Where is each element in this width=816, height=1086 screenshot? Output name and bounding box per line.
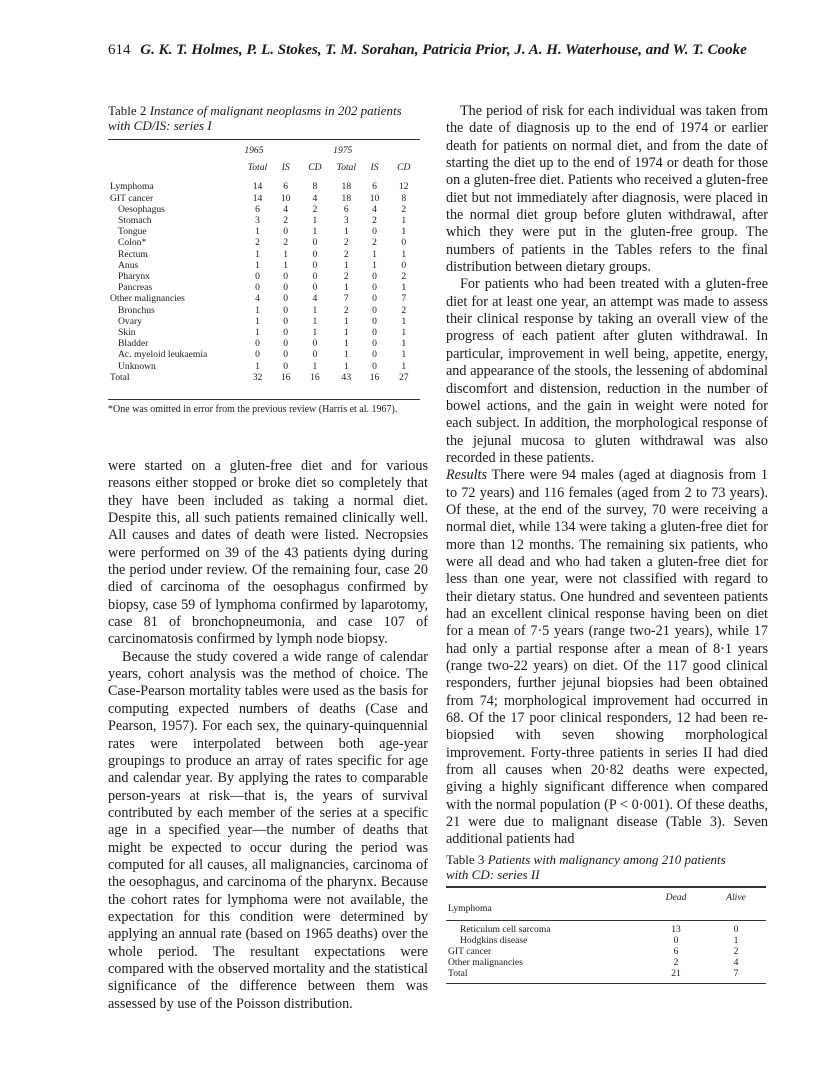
table-cell: 1 <box>401 327 407 339</box>
paragraph: Because the study covered a wide range of calendar years, cohort analysis was the method of choice. The Case-Pearson mortality tables were used as the basis for computing expected numbers of deaths (Case and Pearson, 1957). For each sex, the quinary-quinquennial rates were interpolated between both age-year groupings to produce an array of rates specific for age and calendar year. By applying the rates to comparable person-years at risk—that is, the years of survival contributed by each member of the series at a specific age in a specified year—the number of deaths that might be expected to occur during the period was computed for all causes, all malignancies, carcinoma of the oesophagus, and carcinoma of the pharynx. Because the cohort rates for lymphoma were not available, the expectation for this condition were determined by applying an annual rate (based on 1965 deaths) over the whole period. The resultant expectations were compared with the observed mortality and the statistical significance of the difference between them was assessed by use of the Poisson distribution. <box>108 648 428 1012</box>
table-cell: 7 <box>401 293 407 305</box>
table-cell: 2 <box>255 237 260 249</box>
table-cell: 1 <box>343 327 349 339</box>
paragraph: There were 94 males (aged at diagnosis from 1 to 72 years) and 116 females (aged from 2 to 73 years). Of these, at the end of the survey, 70 were receiving a normal diet, while 134 were taking a gluten-free diet for more than 12 months. The remaining six patients, who were all dead and who had taken a gluten-free diet for less than one year, were not classified with regard to their dietary status. One hundred and seventeen patients had an excellent clinical response having been on diet for a mean of 7·5 years (range two-21 years), while 17 had only a partial response after a mean of 8·1 years (range two-22 years) on diet. Of the 117 good clinical responders, further jejunal biopsies had been obtained from 74; morphological improvement had occurred in 68. Of the 17 poor clinical responders, 12 had been re-biopsied with seven showing morphological improvement. Forty-three patients in series II had died from all causes when 20·82 deaths were expected, giving a highly significant difference when compared with the normal population (P < 0·001). Of these deaths, 21 were due to malignant disease (Table 3). Seven additional patients had <box>446 467 768 848</box>
table-cell: 1 <box>255 327 260 339</box>
table-cell: 2 <box>283 237 289 249</box>
table-cell: 0 <box>283 304 289 316</box>
table-cell: 0 <box>312 259 318 271</box>
author-list: G. K. T. Holmes, P. L. Stokes, T. M. Sorahan, Patricia Prior, J. A. H. Waterhouse, and W. T. Cooke <box>140 42 747 58</box>
row-label: Other malignancies <box>448 957 523 968</box>
table-cell: 4 <box>312 192 318 204</box>
table2-footnote: *One was omitted in error from the previous review (Harris et al. 1967). <box>108 404 398 415</box>
table-row <box>446 957 766 968</box>
row-label: Stomach <box>118 215 152 227</box>
table-cell: 0 <box>372 282 377 294</box>
table-cell: 0 <box>283 315 289 327</box>
table-cell: 2 <box>343 271 349 283</box>
table-cell-dead: 13 <box>671 924 681 935</box>
row-label: Ac. myeloid leukaemia <box>118 349 208 361</box>
table-cell-alive: 0 <box>733 924 739 935</box>
table-cell: 7 <box>343 293 349 305</box>
row-label: Anus <box>118 259 139 271</box>
row-label: Unknown <box>118 360 156 372</box>
table3-mid-rule <box>446 920 766 921</box>
table-cell: 0 <box>283 293 289 305</box>
table-cell-dead: 0 <box>673 935 679 946</box>
table-cell: 1 <box>401 349 407 361</box>
table-cell: 0 <box>372 226 377 238</box>
table-cell: 0 <box>401 237 407 249</box>
table-cell: 0 <box>283 226 289 238</box>
table-cell: 1 <box>312 226 318 238</box>
table-cell: 0 <box>401 259 407 271</box>
row-label: Lymphoma <box>110 181 154 193</box>
table-row <box>446 968 766 979</box>
table-cell: 4 <box>255 293 260 305</box>
table-row <box>108 338 420 349</box>
table-cell: 1 <box>401 360 407 372</box>
section-heading-results: Results <box>446 467 487 484</box>
table-row <box>108 204 420 215</box>
table2-title: Instance of malignant neoplasms in 202 patients with CD/IS: series I <box>108 103 402 133</box>
table-cell: 2 <box>343 248 349 260</box>
table-cell: 1 <box>401 248 407 260</box>
row-label: Hodgkins disease <box>460 935 528 946</box>
row-label: Colon* <box>118 237 147 249</box>
running-header <box>108 42 768 59</box>
row-label: GIT cancer <box>110 192 154 204</box>
table-cell: 0 <box>312 248 318 260</box>
row-label: Other malignancies <box>110 293 185 305</box>
col-header: Total <box>336 162 357 174</box>
row-label: Bronchus <box>118 304 155 316</box>
table-cell: 14 <box>252 192 263 204</box>
row-label: Reticulum cell sarcoma <box>460 924 551 935</box>
table-cell: 1 <box>372 248 377 260</box>
table-row <box>108 305 420 316</box>
table-cell: 2 <box>312 203 318 215</box>
table-cell: 0 <box>372 271 377 283</box>
table-cell: 0 <box>372 349 377 361</box>
row-label: Bladder <box>118 338 149 350</box>
col-header: IS <box>281 162 290 174</box>
table-cell-dead: 6 <box>673 946 679 957</box>
table-cell: 12 <box>398 181 409 193</box>
table-cell: 1 <box>372 259 377 271</box>
year-1965-header: 1965 <box>244 145 264 156</box>
table-cell: 8 <box>401 192 407 204</box>
table-cell: 4 <box>312 293 318 305</box>
table-cell: 1 <box>255 315 260 327</box>
row-label: Skin <box>118 327 136 339</box>
table-cell: 0 <box>312 349 318 361</box>
table-cell: 0 <box>255 271 260 283</box>
table-cell: 1 <box>343 226 349 238</box>
table-cell: 1 <box>343 349 349 361</box>
row-label: Total <box>110 371 130 383</box>
table-cell: 0 <box>372 338 377 350</box>
paragraph: were started on a gluten-free diet and for various reasons either stopped or broke diet so completely that they have been included as taking a normal diet. Despite this, all such patients remained clinically well. All causes and dates of death were listed. Necropsies were performed on 39 of the 43 patients dying during the period under review. Of the remaining four, case 20 died of carcinoma of the oesophagus confirmed by biopsy, case 59 of lymphoma confirmed by laparotomy, case 81 of bronchopneumonia, and case 107 of carcinomatosis confirmed by lymph node biopsy. <box>108 458 428 648</box>
table-cell: 2 <box>401 271 407 283</box>
table-row <box>108 372 420 383</box>
table3-label: Table 3 <box>446 852 485 867</box>
table-cell: 0 <box>312 237 318 249</box>
table-cell: 0 <box>255 282 260 294</box>
table-cell: 1 <box>312 327 318 339</box>
table-cell: 1 <box>312 315 318 327</box>
right-column <box>446 103 768 849</box>
table-cell: 0 <box>372 304 377 316</box>
table-cell-alive: 7 <box>733 968 739 979</box>
table-cell: 1 <box>283 248 289 260</box>
table-row <box>108 193 420 204</box>
table-cell: 1 <box>401 338 407 350</box>
table-cell: 0 <box>283 282 289 294</box>
row-label: Rectum <box>118 248 148 260</box>
table-cell: 1 <box>255 360 260 372</box>
page-number: 614 <box>108 42 131 58</box>
table-cell: 2 <box>343 237 349 249</box>
table-cell: 0 <box>312 271 318 283</box>
table-cell: 0 <box>283 327 289 339</box>
table-row <box>108 249 420 260</box>
table-cell-alive: 1 <box>733 935 739 946</box>
table-cell: 10 <box>280 192 291 204</box>
col-header: Total <box>247 162 268 174</box>
table-cell: 1 <box>283 259 289 271</box>
table-cell: 1 <box>255 226 260 238</box>
table-row <box>108 260 420 271</box>
table-cell: 3 <box>255 215 260 227</box>
table-row <box>108 293 420 304</box>
table-cell: 2 <box>343 304 349 316</box>
table-cell: 8 <box>312 181 318 193</box>
table-cell: 18 <box>341 181 352 193</box>
table-row <box>108 226 420 237</box>
table-cell: 1 <box>401 226 407 238</box>
table-row <box>108 215 420 226</box>
row-label: Oesophagus <box>118 203 165 215</box>
table-row <box>446 946 766 957</box>
year-1975-header: 1975 <box>333 145 353 156</box>
table-cell: 1 <box>343 360 349 372</box>
group-label-lymphoma: Lymphoma <box>448 903 492 914</box>
table-row <box>108 282 420 293</box>
table-cell: 2 <box>283 215 289 227</box>
table-cell: 1 <box>343 282 349 294</box>
table-row <box>108 361 420 372</box>
table3-title: Patients with malignancy among 210 patients with CD: series II <box>446 852 726 882</box>
table-cell: 10 <box>369 192 380 204</box>
table-cell: 0 <box>312 282 318 294</box>
table-cell-dead: 2 <box>673 957 679 968</box>
table-cell: 1 <box>343 315 349 327</box>
table2-caption <box>108 103 408 133</box>
table-cell: 3 <box>343 215 349 227</box>
table-cell: 16 <box>280 371 291 383</box>
table-cell: 6 <box>283 181 289 193</box>
table-cell: 6 <box>372 181 377 193</box>
table-cell: 27 <box>398 371 409 383</box>
table-cell: 32 <box>252 371 263 383</box>
row-label: Tongue <box>118 226 147 238</box>
table-cell: 0 <box>283 338 289 350</box>
table-cell: 1 <box>343 259 349 271</box>
table-cell: 18 <box>341 192 352 204</box>
table-cell: 0 <box>255 338 260 350</box>
table2 <box>108 145 420 383</box>
table-cell: 16 <box>310 371 320 383</box>
table3-body-wrap <box>446 924 766 979</box>
table-cell: 1 <box>255 248 260 260</box>
row-label: Total <box>448 968 468 979</box>
table-cell: 0 <box>372 360 377 372</box>
table-cell: 2 <box>401 203 407 215</box>
table2-label: Table 2 <box>108 103 147 118</box>
table-cell: 0 <box>372 327 377 339</box>
table2-top-rule <box>108 139 420 140</box>
col-header-alive: Alive <box>726 892 746 903</box>
table-cell: 0 <box>312 338 318 350</box>
table-cell: 4 <box>372 203 377 215</box>
table-cell: 0 <box>283 349 289 361</box>
table-cell: 1 <box>401 215 407 227</box>
table-cell: 6 <box>255 203 260 215</box>
table-cell: 43 <box>341 371 352 383</box>
table-row <box>108 316 420 327</box>
table-cell: 0 <box>283 271 289 283</box>
table-cell-alive: 4 <box>733 957 739 968</box>
table3 <box>446 892 766 914</box>
table-row <box>108 237 420 248</box>
table-cell: 1 <box>401 315 407 327</box>
table-cell: 1 <box>312 215 318 227</box>
table-cell: 1 <box>343 338 349 350</box>
row-label: Pharynx <box>118 271 150 283</box>
col-header: CD <box>397 162 411 174</box>
table-cell: 14 <box>252 181 263 193</box>
table3-bottom-rule <box>446 983 766 984</box>
table-cell: 1 <box>255 259 260 271</box>
table-cell: 2 <box>372 237 377 249</box>
table-cell: 1 <box>401 282 407 294</box>
paragraph: For patients who had been treated with a gluten-free diet for at least one year, an attempt was made to assess their clinical response by taking an overall view of the progress of each patient after gluten withdrawal. In particular, improvement in well being, appetite, energy, and appearance of the stools, the lessening of abdominal discomfort and distension, reduction in the number of bowel actions, and the gain in weight were noted for each subject. In addition, the morphological response of the jejunal mucosa to gluten withdrawal was also recorded in these patients. <box>446 276 768 466</box>
table-cell: 1 <box>255 304 260 316</box>
table-row <box>108 271 420 282</box>
table-cell: 0 <box>283 360 289 372</box>
col-header: IS <box>370 162 379 174</box>
table-cell: 0 <box>372 293 377 305</box>
table3-top-rule <box>446 886 766 888</box>
table-row <box>108 327 420 338</box>
paragraph: The period of risk for each individual was taken from the date of diagnosis up to the end of 1974 or earlier death for patients on normal diet, and from the date of starting the diet up to the end of 1974 or death for those on a gluten-free diet. Patients who received a gluten-free diet but not immediately after diagnosis, were placed in the normal diet group before gluten withdrawal, after which they were put in the gluten-free group. The numbers of patients in the Tables refers to the final distribution between dietary groups. <box>446 103 768 276</box>
table-cell: 1 <box>312 304 318 316</box>
table3-caption <box>446 852 746 882</box>
table-row <box>108 349 420 360</box>
col-header: CD <box>308 162 322 174</box>
row-label: Pancreas <box>118 282 153 294</box>
table-cell: 2 <box>401 304 407 316</box>
row-label: GIT cancer <box>448 946 492 957</box>
table-cell-dead: 21 <box>671 968 681 979</box>
table-cell: 2 <box>372 215 377 227</box>
table-cell: 6 <box>343 203 349 215</box>
table-cell: 16 <box>369 371 380 383</box>
table-cell: 0 <box>255 349 260 361</box>
table2-bottom-rule <box>108 399 420 400</box>
table-cell: 0 <box>372 315 377 327</box>
table-row <box>108 181 420 192</box>
col-header-dead: Dead <box>665 892 687 903</box>
table-row <box>446 935 766 946</box>
table-row <box>446 924 766 935</box>
left-column <box>108 458 428 1013</box>
table-cell-alive: 2 <box>733 946 739 957</box>
table-cell: 1 <box>312 360 318 372</box>
row-label: Ovary <box>118 315 142 327</box>
table-cell: 4 <box>283 203 289 215</box>
